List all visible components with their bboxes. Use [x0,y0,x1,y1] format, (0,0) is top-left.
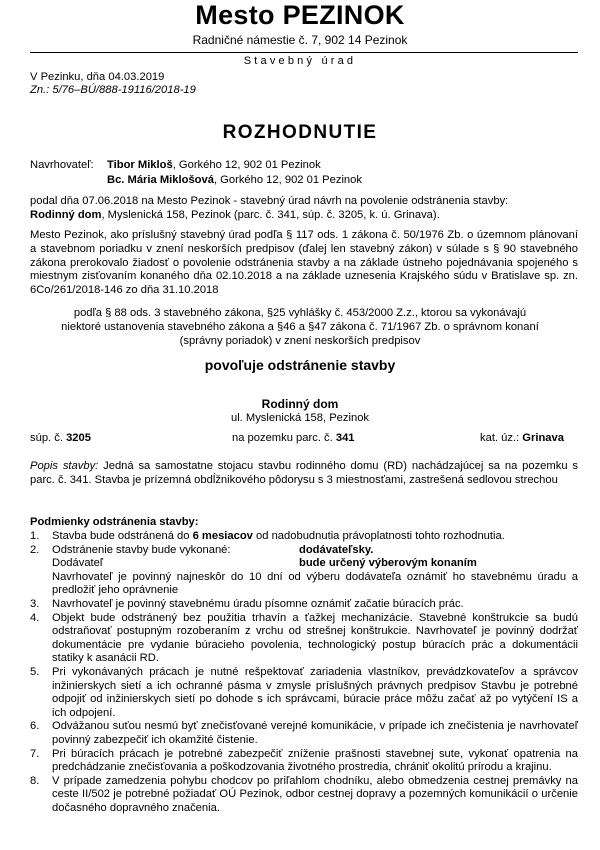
condition-3: 3. Navrhovateľ je povinný stavebnému úradu písomne oznámiť začatie búracích prác. [30,597,464,610]
applicant-label: Navrhovateľ: [30,159,94,171]
header-divider [30,52,578,53]
condition-6: 6. Odvážanou suťou nesmú byť znečisťované verejné komunikácie, v prípade ich znečistenia je navrhovateľ povinný zabezpečiť ich okamžité čistenie. [30,720,578,746]
applicant-1 [107,159,321,171]
city-title: Mesto PEZINOK [195,0,405,30]
condition-5: 5. Pri vykonávaných prácach je nutné rešpektovať zariadenia vlastníkov, prevádzkovateľov a správcov inžinierskych sietí a ich ochranné pásma v zmysle príslušných právnych predpisov Stavbu je potrebné odpojiť od inžinierskych sietí po dohode s ich správcami, búracie práce môžu začať až po vytýčení IS a ich odpojení. [30,665,578,719]
parcel-value: 341 [335,432,355,444]
cadastral-value: Grinava [522,432,564,444]
condition-4: 4. Objekt bude odstránený bez použitia trhavín a ťažkej mechanizácie. Stavebné konštrukcie sa budú odstraňovať postupným rozoberaním z vrchu od strešnej konštrukcie. Navrhovateľ je povinný dodržať dokumentácie pre vydanie búracieho povolenia, technologický postup búracích prác a dokumentácii statiky k asanácii RD. [30,611,578,665]
object-name: Rodinný dom [261,397,339,411]
intro-paragraph [30,195,578,223]
object-sup-number [30,432,91,444]
condition-7: 7. Pri búracích prácach je potrebné zabezpečiť zníženie prašnosti stavebnej sute, vykonať opatrenia na predchádzanie znečisťovania a poškodzovania životného prostredia, chrániť okolitú prírodu a krajinu. [30,747,578,774]
document-title: ROZHODNUTIE [222,122,378,143]
condition-2: 2. Odstránenie stavby bude vykonané: dodávateľsky. Dodávateľ bude určený výberovým konaním Navrhovateľ je povinný najneskôr do 10 dní od výberu dodávateľa oznámiť ho stavebnému úradu a predložiť jeho oprávnenie [30,543,578,597]
legal-basis-paragraph: Mesto Pezinok, ako príslušný stavebný úrad podľa § 117 ods. 1 zákona č. 50/1976 Zb. o územnom plánovaní a stavebnom poriadku v znení neskorších predpisov (ďalej len stavebný zákon) v súlade s § 90 stavebného zákona prerokovalo žiadosť o povolenie odstránenia stavby a na základe ústneho pojednávania spojeného s miestnym zisťovaním konaného dňa 02.10.2018 a na základe uznesenia Krajského súdu v Bratislave sp. zn. 6Co/261/2018-146 zo dňa 31.10.2018 [30,229,578,297]
date-line: V Pezinku, dňa 04.03.2019 [30,71,165,83]
sup-value: 3205 [66,432,91,444]
intro-line: podal dňa 07.06.2018 na Mesto Pezinok - stavebný úrad návrh na povolenie odstránenia stavby: [30,195,509,207]
applicant-1-address: , Gorkého 12, 902 01 Pezinok [172,159,321,171]
applicant-2-address: , Gorkého 12, 902 01 Pezinok [213,174,362,186]
legal-line-3: (správny poriadok) v znení neskorších predpisov [179,334,421,347]
parcel-label: na pozemku parc. č. [232,432,336,444]
intro-object-details: , Myslenická 158, Pezinok (parc. č. 341, súp. č. 3205, k. ú. Grinava). [101,208,440,221]
city-address: Radničné námestie č. 7, 902 14 Pezinok [192,33,408,47]
condition-1: 1. Stavba bude odstránená do 6 mesiacov od nadobudnutia právoplatnosti tohto rozhodnutia. [30,530,505,542]
reference-number: Zn.: 5/76–BÚ/888-19116/2018-19 [30,84,196,96]
object-cadastral [480,432,564,444]
conditions-heading: Podmienky odstránenia stavby: [30,516,199,528]
object-street: ul. Myslenická 158, Pezinok [230,412,370,424]
legal-line-1: podľa § 88 ods. 3 stavebného zákona, §25 vyhlášky č. 453/2000 Z.z., ktorou sa vykonávajú [73,307,527,319]
conditions-list [30,530,578,815]
building-description [30,460,578,488]
object-parcel [232,432,355,444]
intro-object-name: Rodinný dom [30,208,102,221]
legal-line-2: niektoré ustanovenia stavebného zákona a §46 a §47 zákona č. 71/1967 Zb. o správnom konaní [61,320,539,333]
description-label: Popis stavby: [30,460,99,472]
applicant-1-name: Tibor Mikloš [107,159,173,171]
cadastral-label: kat. úz.: [480,432,523,444]
condition-8: 8. V prípade zamedzenia pohybu chodcov po priľahlom chodníku, alebo obmedzenia cestnej premávky na ceste II/502 je potrebné požiadať OÚ Pezinok, odbor cestnej dopravy a pozemných komunikácií o určenie dočasného dopravného značenia. [30,774,578,814]
legal-provisions [0,307,600,348]
description-text: Jedná sa samostatne stojacu stavbu rodinného domu (RD) nachádzajúcej sa na pozemku s parc. č. 341. Stavba je prízemná obdĺžnikového pôdorysu s 3 miestnosťami, zastrešená sedlovou strechou [30,460,578,486]
applicant-2-name: Bc. Mária Miklošová [107,174,214,186]
applicant-2 [107,174,362,186]
decision-statement: povoľuje odstránenie stavby [204,357,396,373]
office-name: Stavebný úrad [243,55,357,67]
sup-label: súp. č. [30,432,67,444]
